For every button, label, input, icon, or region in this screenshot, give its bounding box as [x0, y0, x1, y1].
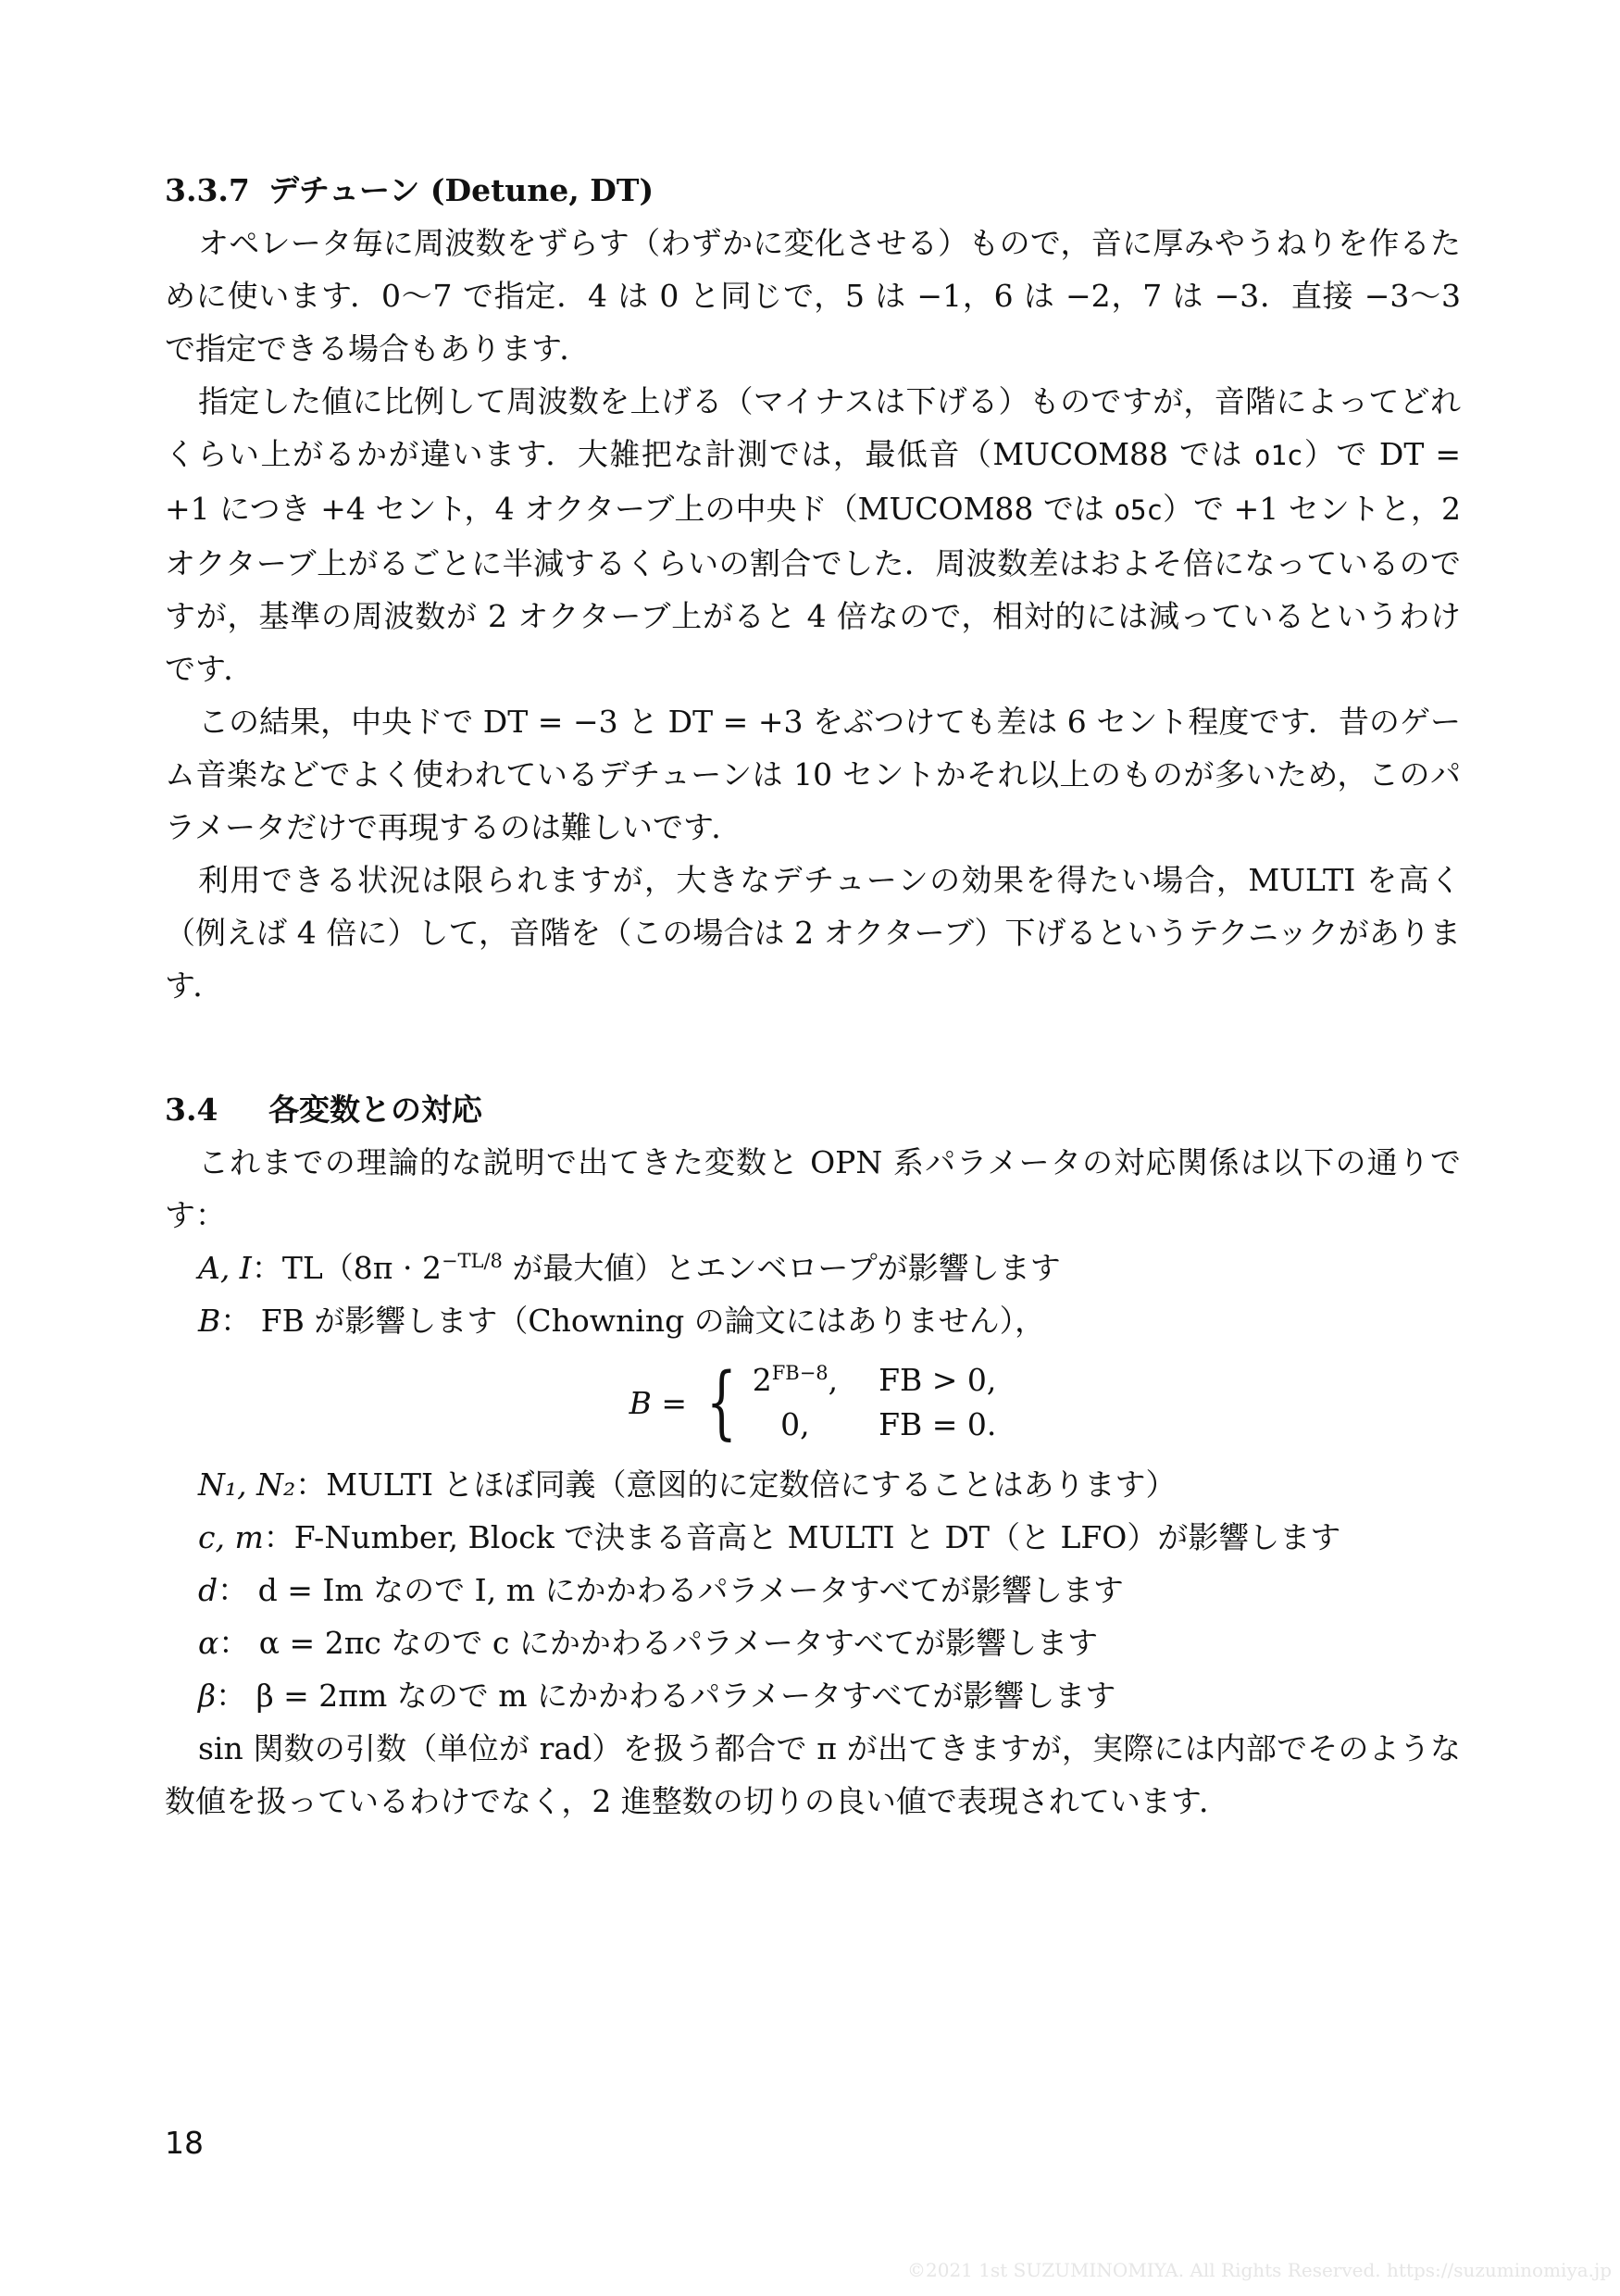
- equation-b-cases: [165, 1349, 1461, 1456]
- exponent: −TL/8: [441, 1250, 503, 1272]
- variable-symbol: d: [198, 1572, 218, 1608]
- paragraph-detune-technique: 利用できる状況は限られますが，大きなデチューンの効果を得たい場合，MULTI を高く（例えば 4 倍に）して，音階を（この場合は 2 オクターブ）下げるというテクニックがあります．: [165, 862, 1461, 1004]
- case1-value: $2^{FB-8}$,: [752, 1362, 839, 1398]
- variable-symbol: N₁, N₂: [198, 1466, 296, 1503]
- case1-condition: FB > 0,: [879, 1362, 997, 1398]
- variable-item-b: B： FB が影響します（Chowning の論文にはありません），: [198, 1303, 1046, 1339]
- section-title: 各変数との対応: [268, 1092, 482, 1128]
- variable-item-beta: β： β = 2πm なので m にかかわるパラメータすべてが影響します: [198, 1678, 1116, 1714]
- section-number: 3.4: [165, 1092, 218, 1128]
- paragraph-sin-note: sin 関数の引数（単位が rad）を扱う都合で π が出てきますが，実際には内部でそのような数値を扱っているわけでなく，2 進整数の切りの良い値で表現されています．: [165, 1730, 1461, 1819]
- equation-cases: [753, 1359, 997, 1446]
- section-heading-3-4: [165, 1084, 1461, 1136]
- left-brace-icon: {: [705, 1356, 737, 1449]
- variable-symbol: α: [198, 1625, 219, 1661]
- section-heading-3-3-7: [165, 165, 1461, 217]
- variable-item-c-m: c, m：F-Number, Block で決まる音高と MULTI と DT（と LFO）が影響します: [198, 1519, 1341, 1555]
- variable-symbol: A, I: [198, 1250, 252, 1286]
- equation-lhs: B =: [629, 1384, 687, 1421]
- variable-item-alpha: α： α = 2πc なので c にかかわるパラメータすべてが影響します: [198, 1625, 1099, 1661]
- section-title: デチューン (Detune, DT): [268, 172, 654, 208]
- case2-value: 0,: [780, 1406, 810, 1442]
- paragraph-detune-measurement: 指定した値に比例して周波数を上げる（マイナスは下げる）ものですが，音階によってどれくらい上がるかが違います．大雑把な計測では，最低音（MUCOM88 では o1c）で DT = +1 につき +4 セント，4 オクターブ上の中央ド（MUCOM88 では o5c）で +1 セントと，2 オクターブ上がるごとに半減するくらいの割合でした．周波数差はおよそ倍になっているのですが，基準の周波数が 2 オクターブ上がると 4 倍なので，相対的には減っているというわけです．: [165, 383, 1462, 687]
- variable-item-n: N₁, N₂：MULTI とほぼ同義（意図的に定数倍にすることはあります）: [198, 1466, 1177, 1503]
- variable-list: [165, 1242, 1461, 1722]
- variable-symbol: c, m: [198, 1519, 264, 1555]
- code-o1c: o1c: [1254, 440, 1303, 471]
- section-number: 3.3.7: [165, 172, 250, 208]
- variable-item-a-i: A, I：$TL(8\pi \cdot 2^{-TL/8}$ が最大値）とエンベロープが影響します: [198, 1250, 1061, 1286]
- code-o5c: o5c: [1114, 494, 1163, 526]
- variable-symbol: B: [198, 1303, 221, 1339]
- page-content: [165, 165, 1461, 1828]
- paragraph-variables-intro: これまでの理論的な説明で出てきた変数と OPN 系パラメータの対応関係は以下の通りです：: [165, 1144, 1461, 1233]
- variable-item-d: d： d = Im なので I, m にかかわるパラメータすべてが影響します: [198, 1572, 1124, 1608]
- copyright-notice: ©2021 1st SUZUMINOMIYA. All Rights Reserved. https://suzuminomiya.jp: [907, 2259, 1613, 2281]
- case2-condition: FB = 0.: [879, 1406, 997, 1442]
- variable-symbol: β: [198, 1678, 217, 1714]
- paragraph-detune-result: この結果，中央ドで DT = −3 と DT = +3 をぶつけても差は 6 セント程度です．昔のゲーム音楽などでよく使われているデチューンは 10 セントかそれ以上のものが多いため，このパラメータだけで再現するのは難しいです．: [165, 704, 1461, 845]
- paragraph-detune-intro: オペレータ毎に周波数をずらす（わずかに変化させる）もので，音に厚みやうねりを作るために使います．0〜7 で指定．4 は 0 と同じで，5 は −1，6 は −2，7 は −3．直接 −3〜3 で指定できる場合もあります．: [165, 225, 1461, 367]
- page-number: 18: [165, 2125, 204, 2161]
